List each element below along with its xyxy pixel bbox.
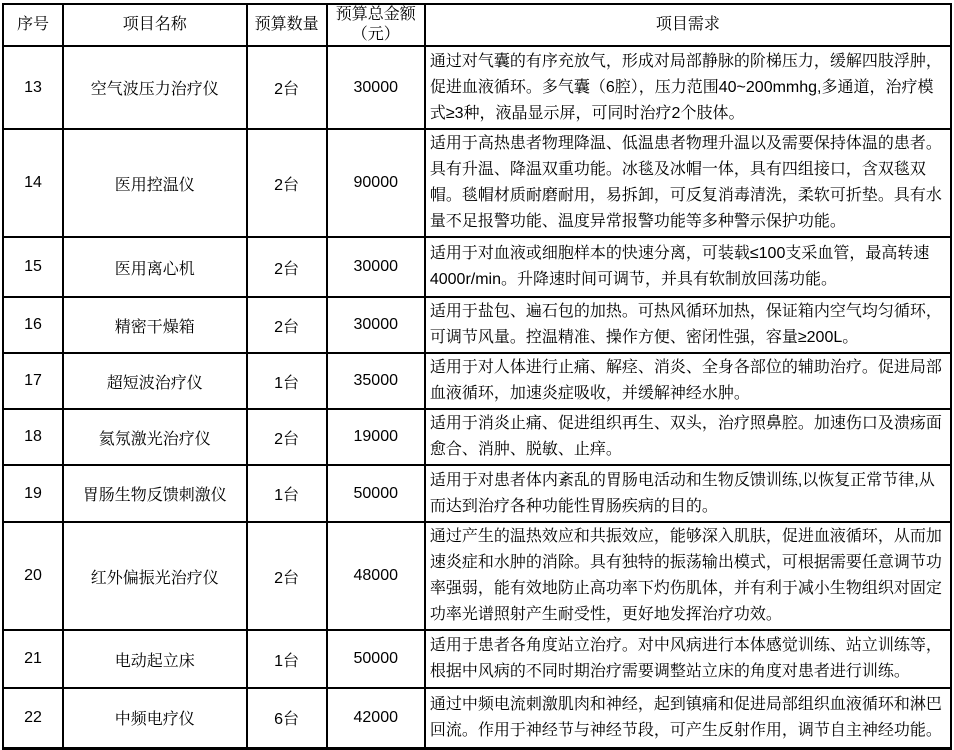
row-budget-amount: 19000: [327, 409, 425, 465]
row-item-requirements: 通过中频电流刺激肌肉和神经，起到镇痛和促进局部组织血液循环和淋巴回流。作用于神经节与神经节段，可产生反射作用，调节自主神经功能。: [425, 688, 951, 748]
row-serial-number: 17: [3, 353, 63, 409]
row-serial-number: 16: [3, 297, 63, 353]
column-header-budget-amount: [327, 4, 425, 46]
row-item-name: 医用离心机: [63, 237, 246, 297]
row-budget-amount: 35000: [327, 353, 425, 409]
row-budget-amount: 30000: [327, 297, 425, 353]
budget-amount-header-line1: 预算总金额: [335, 6, 416, 23]
row-budget-amount: 30000: [327, 46, 425, 129]
row-budget-quantity: 2台: [247, 522, 327, 630]
column-header-serial-number: 序号: [3, 4, 63, 46]
row-budget-amount: 50000: [327, 465, 425, 522]
row-item-requirements: 适用于高热患者物理降温、低温患者物理升温以及需要保持体温的患者。具有升温、降温双重功能。冰毯及冰帽一体，具有四组接口，含双毯双帽。毯帽材质耐磨耐用，易拆卸，可反复消毒清洗，柔软可折垫。具有水量不足报警功能、温度异常报警功能等多种警示保护功能。: [425, 129, 951, 237]
row-item-name: 超短波治疗仪: [63, 353, 246, 409]
table-body: [3, 46, 951, 748]
row-serial-number: 14: [3, 129, 63, 237]
table-row: [3, 46, 951, 129]
row-budget-quantity: 2台: [247, 46, 327, 129]
row-item-requirements: 适用于消炎止痛、促进组织再生、双头，治疗照鼻腔。加速伤口及溃疡面愈合、消肿、脱敏、止痒。: [425, 409, 951, 465]
procurement-table: [2, 3, 952, 750]
table-row: [3, 353, 951, 409]
row-budget-quantity: 1台: [247, 630, 327, 688]
table-row: [3, 688, 951, 748]
column-header-item-name: 项目名称: [63, 4, 246, 46]
row-budget-amount: 42000: [327, 688, 425, 748]
row-item-name: 中频电疗仪: [63, 688, 246, 748]
row-budget-amount: 50000: [327, 630, 425, 688]
row-budget-quantity: 2台: [247, 129, 327, 237]
row-item-requirements: 适用于对患者体内紊乱的胃肠电活动和生物反馈训练,以恢复正常节律,从而达到治疗各种功能性胃肠疾病的目的。: [425, 465, 951, 522]
row-serial-number: 18: [3, 409, 63, 465]
row-serial-number: 21: [3, 630, 63, 688]
row-budget-quantity: 2台: [247, 409, 327, 465]
row-item-requirements: 适用于盐包、遍石包的加热。可热风循环加热，保证箱内空气均匀循环，可调节风量。控温精准、操作方便、密闭性强，容量≥200L。: [425, 297, 951, 353]
column-header-item-requirements: 项目需求: [425, 4, 951, 46]
row-budget-quantity: 2台: [247, 237, 327, 297]
header-row: [3, 4, 951, 46]
table-row: [3, 409, 951, 465]
table-row: [3, 297, 951, 353]
row-item-name: 医用控温仪: [63, 129, 246, 237]
row-item-name: 氦氖激光治疗仪: [63, 409, 246, 465]
row-serial-number: 13: [3, 46, 63, 129]
budget-amount-header-line2: （元）: [351, 26, 400, 43]
table-row: [3, 630, 951, 688]
table-row: [3, 522, 951, 630]
row-item-name: 空气波压力治疗仪: [63, 46, 246, 129]
row-budget-quantity: 1台: [247, 353, 327, 409]
table-row: [3, 465, 951, 522]
row-serial-number: 19: [3, 465, 63, 522]
row-serial-number: 22: [3, 688, 63, 748]
table-row: [3, 129, 951, 237]
table-row: [3, 237, 951, 297]
row-budget-amount: 48000: [327, 522, 425, 630]
row-item-requirements: 通过产生的温热效应和共振效应，能够深入肌肤，促进血液循环，从而加速炎症和水肿的消除。具有独特的振荡输出模式，可根据需要任意调节功率强弱，能有效地防止高功率下灼伤肌体，并有利于减小生物组织对固定功率光谱照射产生耐受性，更好地发挥治疗功效。: [425, 522, 951, 630]
column-header-budget-quantity: 预算数量: [247, 4, 327, 46]
row-budget-quantity: 1台: [247, 465, 327, 522]
row-item-requirements: 适用于对人体进行止痛、解痉、消炎、全身各部位的辅助治疗。促进局部血液循环，加速炎症吸收，并缓解神经水肿。: [425, 353, 951, 409]
row-budget-quantity: 2台: [247, 297, 327, 353]
row-item-name: 精密干燥箱: [63, 297, 246, 353]
row-serial-number: 20: [3, 522, 63, 630]
row-item-requirements: 适用于对血液或细胞样本的快速分离，可装载≤100支采血管，最高转速4000r/min。升降速时间可调节，并具有软制放回荡功能。: [425, 237, 951, 297]
row-budget-amount: 30000: [327, 237, 425, 297]
row-budget-quantity: 6台: [247, 688, 327, 748]
row-item-requirements: 通过对气囊的有序充放气，形成对局部静脉的阶梯压力，缓解四肢浮肿，促进血液循环。多气囊（6腔），压力范围40~200mmhg,多通道，治疗模式≥3种，液晶显示屏，可同时治疗2个肢体。: [425, 46, 951, 129]
row-item-name: 胃肠生物反馈刺激仪: [63, 465, 246, 522]
row-serial-number: 15: [3, 237, 63, 297]
row-budget-amount: 90000: [327, 129, 425, 237]
row-item-name: 电动起立床: [63, 630, 246, 688]
row-item-name: 红外偏振光治疗仪: [63, 522, 246, 630]
row-item-requirements: 适用于患者各角度站立治疗。对中风病进行本体感觉训练、站立训练等，根据中风病的不同时期治疗需要调整站立床的角度对患者进行训练。: [425, 630, 951, 688]
